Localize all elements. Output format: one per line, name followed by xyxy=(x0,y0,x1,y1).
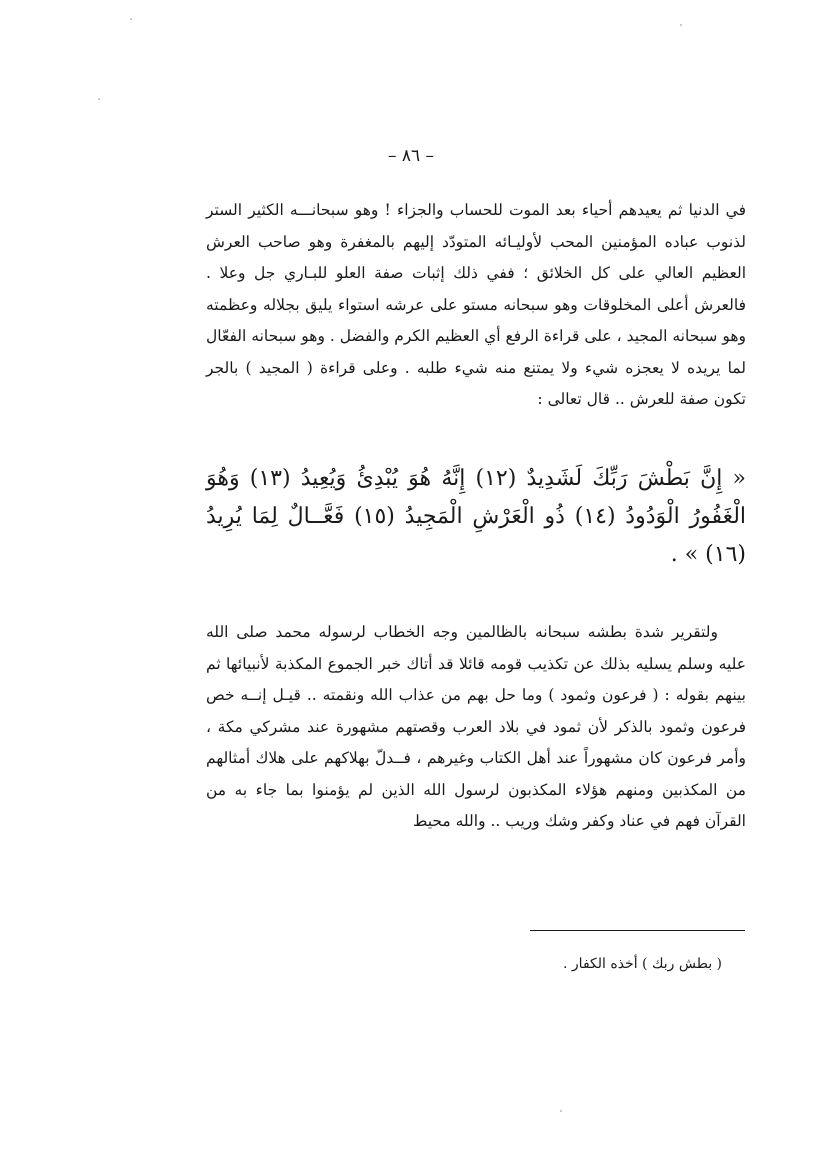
commentary-paragraph-2: ولتقرير شدة بطشه سبحانه بالظالمين وجه الخطاب لرسوله محمد صلى الله عليه وسلم يسليه بذلك عن تكذيب قومه قائلا قد أتاك خبر الجموع المكذبة لأنبيائها ثم بينهم بقوله : ( فرعون وثمود ) وما حل بهم من عذاب الله ونقمته .. قيـل إنــه خص فرعون وثمود بالذكر لأن ثمود في بلاد العرب وقصتهم مشهورة عند مشركي مكة ، وأمر فرعون كان مشهوراً عند أهل الكتاب وغيرهم ، فــدلّ بهلاكهم على هلاك أمثالهم من المكذبين ومنهم هؤلاء المكذبون لرسول الله الذين لم يؤمنوا بما جاء به من القرآن فهم في عناد وكفر وشك وريب .. والله محيط xyxy=(206,623,746,830)
footnote-divider xyxy=(530,930,745,931)
page-number: – ٨٦ – xyxy=(387,146,435,166)
scan-speck xyxy=(98,98,100,100)
footnote: ( بطش ربك ) أخذه الكفار . xyxy=(563,956,722,972)
scan-speck xyxy=(130,18,132,20)
scan-speck xyxy=(680,24,682,26)
quran-verse-block: « إِنَّ بَطْشَ رَبِّكَ لَشَدِيدٌ (١٢) إِنَّهُ هُوَ يُبْدِئُ وَيُعِيدُ (١٣) وَهُوَ الْغَفُورُ الْوَدُودُ (١٤) ذُو الْعَرْشِ الْمَجِيدُ (١٥) فَعَّــالٌ لِمَا يُرِيدُ (١٦) » . xyxy=(206,466,747,567)
commentary-paragraph-1: في الدنيا ثم يعيدهم أحياء بعد الموت للحساب والجزاء ! وهو سبحانـــه الكثير الستر لذنوب عباده المؤمنين المحب لأوليـائه المتودّد إليهم بالمغفرة وهو صاحب العرش العظيم العالي على كل الخلائق ؛ ففي ذلك إثبات صفة العلو للبـاري جل وعلا . فالعرش أعلى المخلوقات وهو سبحانه مستو على عرشه استواء يليق بجلاله وعظمته وهو سبحانه المجيد ، على قراءة الرفع أي العظيم الكرم والفضل . وهو سبحانه الفعّال لما يريده لا يعجزه شيء ولا يمتنع منه شيء طلبه . وعلى قراءة ( المجيد ) بالجر تكون صفة للعرش .. قال تعالى : xyxy=(206,201,746,408)
scan-speck xyxy=(560,1110,562,1112)
